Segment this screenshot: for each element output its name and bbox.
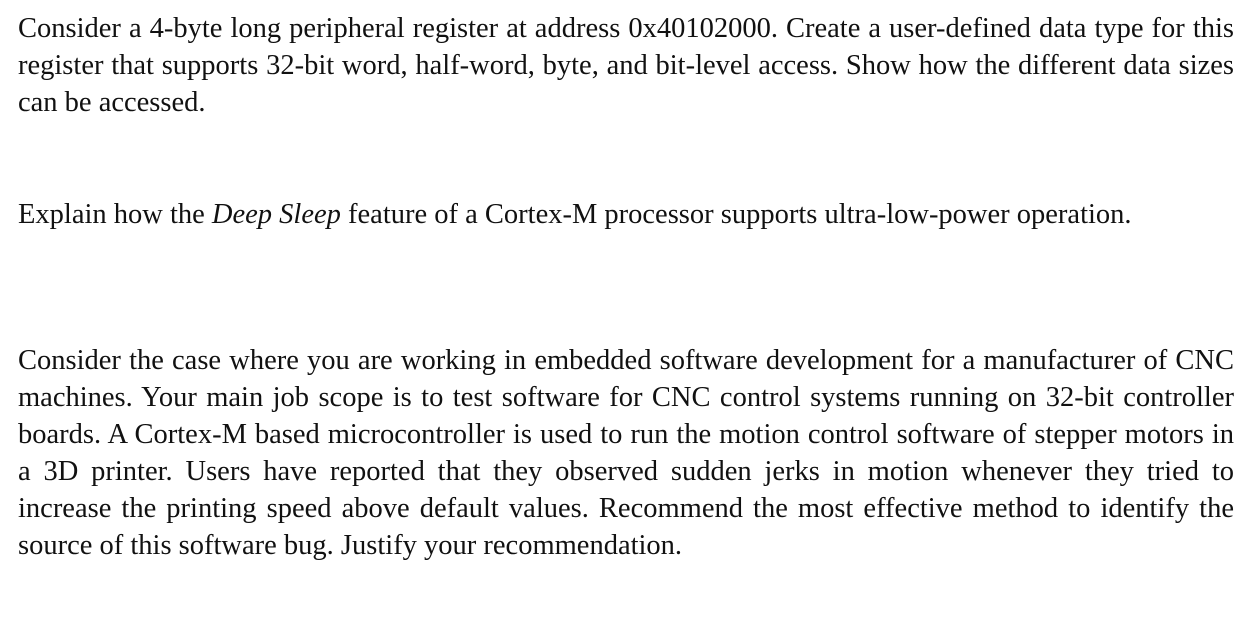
question-1-text: Consider a 4-byte long peripheral register at address 0x40102000. Create a user-defined data type for this register that supports 32-bit word, half-word, byte, and bit-level access. Show how the different data sizes can be accessed.	[18, 13, 1234, 118]
question-2-text-after: feature of a Cortex-M processor supports ultra-low-power operation.	[340, 199, 1132, 230]
question-3-text: Consider the case where you are working in embedded software development for a manufacturer of CNC machines. Your main job scope is to test software for CNC control systems running on 32-bit controller boards. A Cortex-M based microcontroller is used to run the motion control software of stepper motors in a 3D printer. Users have reported that they observed sudden jerks in motion whenever they tried to increase the printing speed above default values. Recommend the most effective method to identify the source of this software bug. Justify your recommendation.	[18, 345, 1234, 561]
question-2-emphasis: Deep Sleep	[211, 199, 341, 230]
question-2	[18, 196, 1234, 233]
question-3	[18, 342, 1234, 564]
question-2-text-before: Explain how the	[18, 199, 212, 230]
question-1	[18, 10, 1234, 121]
